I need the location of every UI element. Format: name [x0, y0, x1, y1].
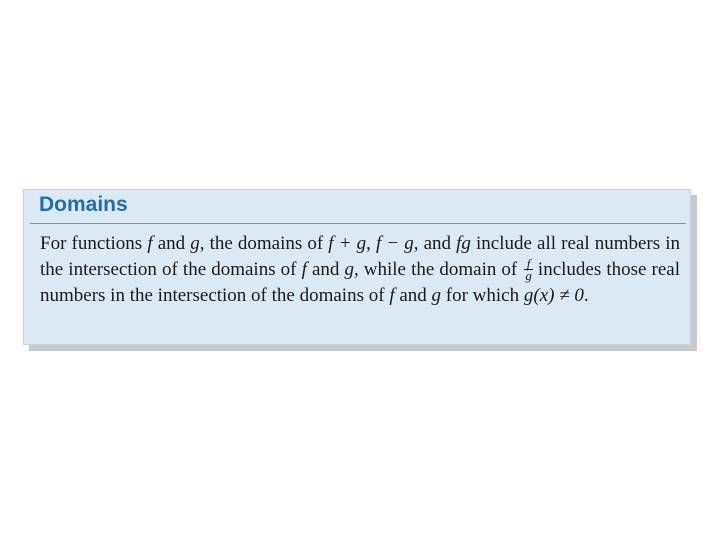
- text-segment: , and: [413, 233, 457, 254]
- math-f: f: [301, 259, 307, 280]
- definition-text: [40, 231, 680, 309]
- text-segment: For functions: [40, 233, 148, 254]
- fraction-numerator: f: [524, 258, 533, 270]
- text-segment: ,: [366, 233, 376, 254]
- math-f: f: [147, 233, 153, 254]
- text-segment: and: [152, 233, 191, 254]
- math-expression-sum: f + g: [328, 233, 367, 254]
- text-segment: includes those real numbers in the intersection of the domains of: [40, 259, 680, 306]
- text-segment: , the domains of: [199, 233, 329, 254]
- text-segment: , while the domain of: [353, 259, 523, 280]
- math-g: g: [344, 259, 354, 280]
- text-segment: for which: [441, 285, 524, 306]
- box-title: Domains: [39, 193, 128, 216]
- text-segment: include all real numbers in the intersection of the domains of: [40, 233, 681, 280]
- text-segment: and: [306, 259, 345, 280]
- text-segment: and: [394, 285, 432, 306]
- text-segment: .: [583, 285, 589, 306]
- title-divider: [30, 223, 686, 224]
- math-f: f: [389, 285, 395, 306]
- math-condition: g(x) ≠ 0: [523, 285, 584, 306]
- fraction-denominator: g: [525, 268, 532, 283]
- math-expression-product: fg: [456, 233, 471, 254]
- math-fraction-quotient: [524, 258, 533, 281]
- math-expression-difference: f − g: [375, 233, 414, 254]
- math-g: g: [190, 233, 200, 254]
- math-g: g: [431, 285, 442, 306]
- definition-box: [23, 189, 691, 345]
